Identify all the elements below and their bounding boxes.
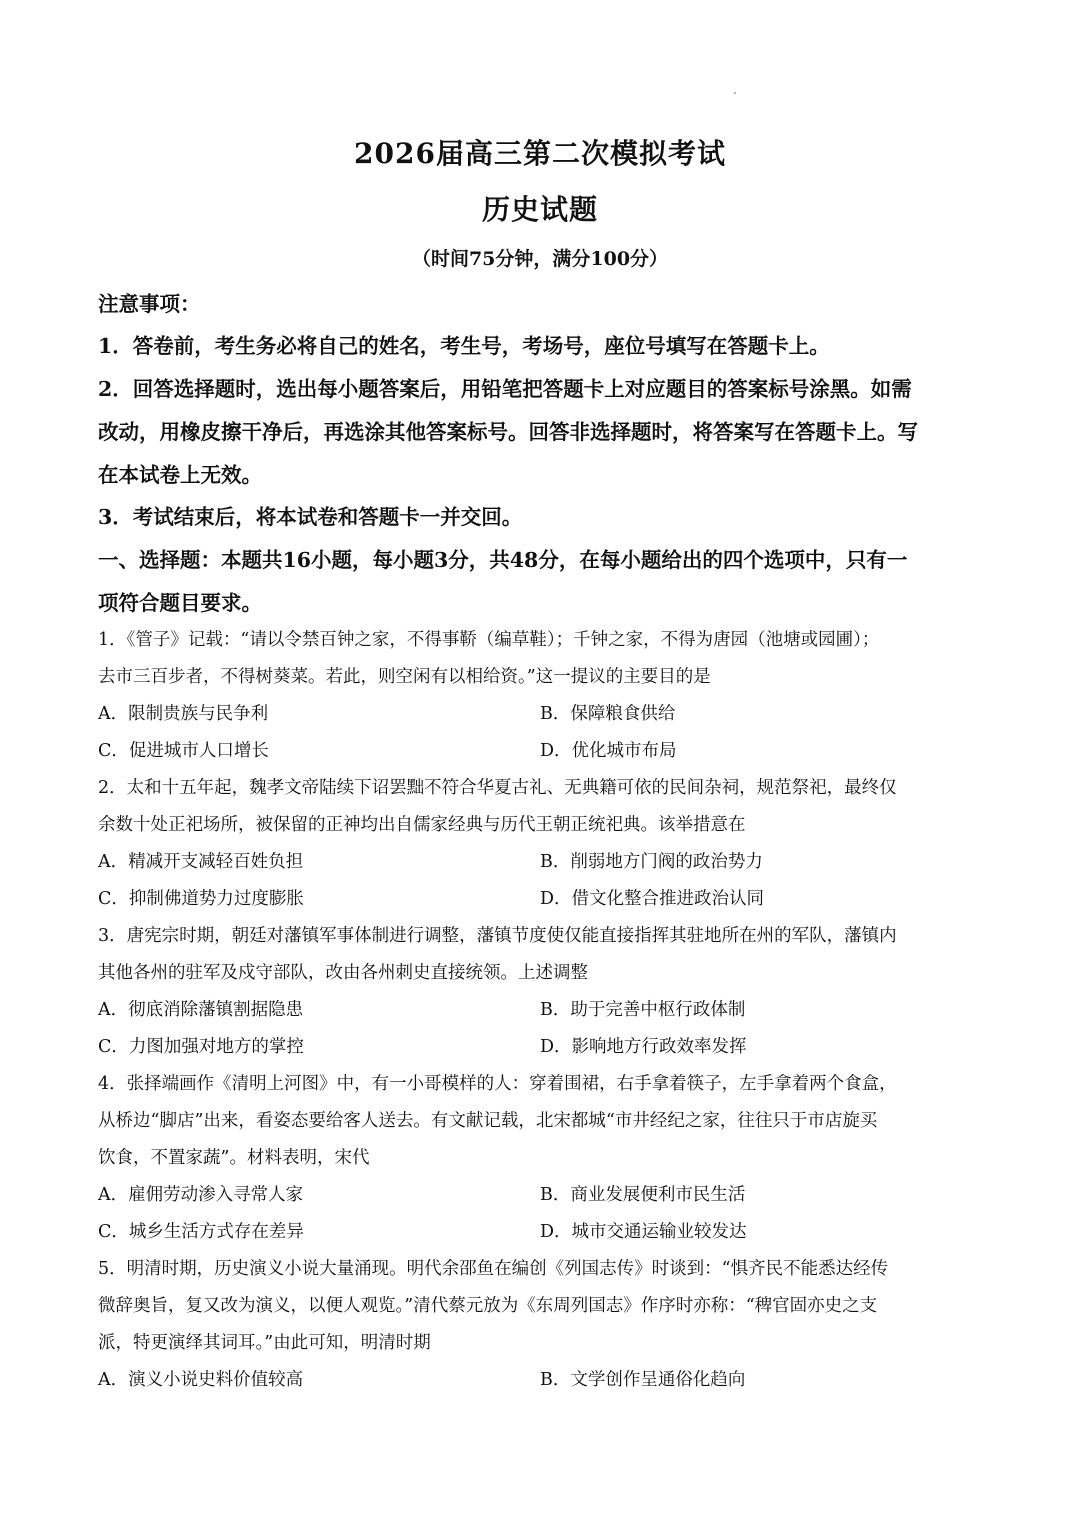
question-stem: 饮食，不置家蔬”。材料表明，宋代 <box>98 1148 370 1168</box>
section-heading: 一、选择题：本题共16小题，每小题3分，共48分，在每小题给出的四个选项中，只有一 <box>98 548 908 572</box>
question-stem: 去市三百步者，不得树葵菜。若此，则空闲有以相给资。”这一提议的主要目的是 <box>98 667 711 687</box>
section-heading: 项符合题目要求。 <box>98 591 262 615</box>
option-c: C．力图加强对地方的掌控 <box>98 1037 304 1057</box>
option-a: A．彻底消除藩镇割据隐患 <box>98 1000 304 1020</box>
option-b: B．商业发展便利市民生活 <box>540 1185 746 1205</box>
option-d: D．借文化整合推进政治认同 <box>540 889 765 909</box>
question-stem: 2．太和十五年起，魏孝文帝陆续下诏罢黜不符合华夏古礼、无典籍可依的民间杂祠，规范祭祀，最终仅 <box>98 778 897 798</box>
option-c: C．抑制佛道势力过度膨胀 <box>98 889 304 909</box>
scan-speck <box>734 92 736 94</box>
notice-line: 3．考试结束后，将本试卷和答题卡一并交回。 <box>98 505 523 529</box>
notice-line: 1．答卷前，考生务必将自己的姓名，考生号，考场号，座位号填写在答题卡上。 <box>98 334 830 358</box>
question-stem: 4．张择端画作《清明上河图》中，有一小哥模样的人：穿着围裙，右手拿着筷子，左手拿着两个食盒， <box>98 1074 897 1094</box>
option-b: B．削弱地方门阀的政治势力 <box>540 852 763 872</box>
option-c: C．城乡生活方式存在差异 <box>98 1222 304 1242</box>
notice-heading: 注意事项： <box>98 292 201 316</box>
question-stem: 余数十处正祀场所，被保留的正神均出自儒家经典与历代王朝正统祀典。该举措意在 <box>98 815 746 835</box>
option-a: A．演义小说史料价值较高 <box>98 1370 304 1390</box>
option-a: A．限制贵族与民争利 <box>98 704 269 724</box>
option-c: C．促进城市人口增长 <box>98 741 269 761</box>
option-b: B．文学创作呈通俗化趋向 <box>540 1370 746 1390</box>
question-stem: 其他各州的驻军及戍守部队，改由各州刺史直接统领。上述调整 <box>98 963 588 983</box>
notice-line: 2．回答选择题时，选出每小题答案后，用铅笔把答题卡上对应题目的答案标号涂黑。如需 <box>98 377 912 401</box>
notice-line: 改动，用橡皮擦干净后，再选涂其他答案标号。回答非选择题时，将答案写在答题卡上。写 <box>98 420 918 444</box>
question-stem: 从桥边“脚店”出来，看姿态要给客人送去。有文献记载，北宋都城“市井经纪之家，往往只于市店旋买 <box>98 1111 878 1131</box>
duration-note: （时间75分钟，满分100分） <box>411 248 669 270</box>
question-stem: 3．唐宪宗时期，朝廷对藩镇军事体制进行调整，藩镇节度使仅能直接指挥其驻地所在州的军队，藩镇内 <box>98 926 897 946</box>
option-a: A．精减开支减轻百姓负担 <box>98 852 304 872</box>
question-stem: 5．明清时期，历史演义小说大量涌现。明代余邵鱼在编创《列国志传》时谈到：“惧齐民不能悉达经传 <box>98 1259 889 1279</box>
question-stem: 微辞奥旨，复又改为演义，以便人观览。”清代蔡元放为《东周列国志》作序时亦称：“稗官固亦史之支 <box>98 1296 878 1316</box>
question-stem: 1．《管子》记载：“请以令禁百钟之家，不得事鞒（编草鞋）；千钟之家，不得为唐园（池塘或园圃）； <box>98 630 880 650</box>
option-a: A．雇佣劳动渗入寻常人家 <box>98 1185 304 1205</box>
notice-line: 在本试卷上无效。 <box>98 463 262 487</box>
exam-title: 2026届高三第二次模拟考试 <box>354 137 726 170</box>
question-stem: 派，特更演绎其词耳。”由此可知，明清时期 <box>98 1333 431 1353</box>
option-d: D．影响地方行政效率发挥 <box>540 1037 747 1057</box>
option-d: D．城市交通运输业较发达 <box>540 1222 747 1242</box>
option-b: B．助于完善中枢行政体制 <box>540 1000 746 1020</box>
option-d: D．优化城市布局 <box>540 741 677 761</box>
subject-title: 历史试题 <box>481 193 598 226</box>
option-b: B．保障粮食供给 <box>540 704 676 724</box>
